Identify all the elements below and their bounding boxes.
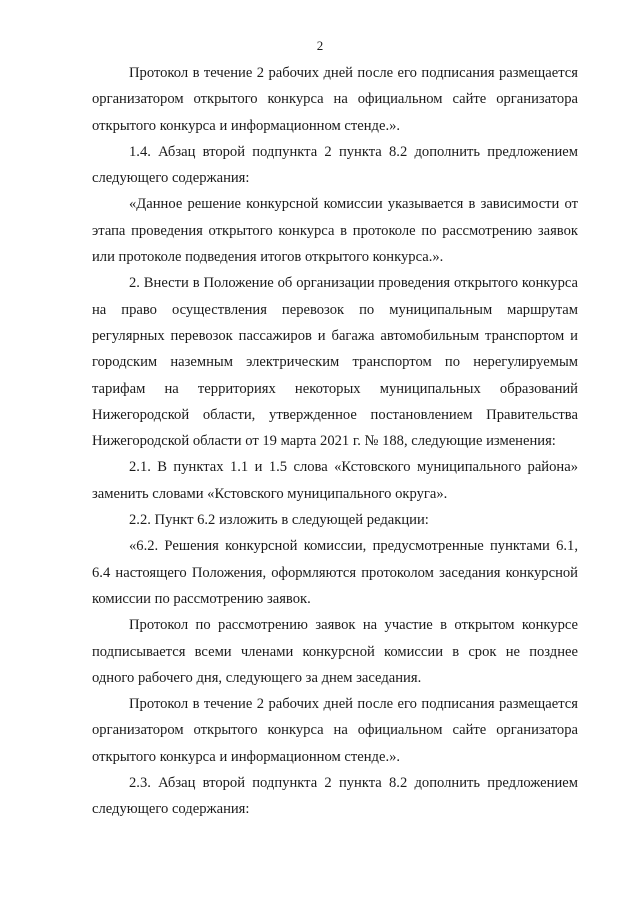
- paragraph: «6.2. Решения конкурсной комиссии, предусмотренные пунктами 6.1, 6.4 настоящего Положения, оформляются протоколом заседания конкурсной комиссии по рассмотрению заявок.: [92, 538, 578, 607]
- paragraph: 2.1. В пунктах 1.1 и 1.5 слова «Кстовского муниципального района» заменить словами «Кстовского муниципального округа».: [92, 459, 578, 502]
- page-number: 2: [316, 38, 324, 53]
- paragraph: 2. Внести в Положение об организации проведения открытого конкурса на право осуществления перевозок по муниципальным маршрутам регулярных перевозок пассажиров и багажа автомобильным транспортом и городским наземным электрическим транспортом по нерегулируемым тарифам на территориях некоторых муниципальных образований Нижегородской области, утвержденное постановлением Правительства Нижегородской области от 19 марта 2021 г. № 188, следующие изменения:: [92, 275, 578, 450]
- paragraph: 2.3. Абзац второй подпункта 2 пункта 8.2 дополнить предложением следующего содержания:: [92, 775, 578, 818]
- paragraph: 1.4. Абзац второй подпункта 2 пункта 8.2 дополнить предложением следующего содержания:: [92, 143, 578, 187]
- paragraph: Протокол по рассмотрению заявок на участие в открытом конкурсе подписывается всеми членами конкурсной комиссии в срок не позднее одного рабочего дня, следующего за днем заседания.: [92, 617, 578, 686]
- document-body: [92, 60, 578, 823]
- paragraph: Протокол в течение 2 рабочих дней после его подписания размещается организатором открытого конкурса на официальном сайте организатора открытого конкурса и информационном стенде.».: [92, 65, 578, 134]
- paragraph: «Данное решение конкурсной комиссии указывается в зависимости от этапа проведения открытого конкурса в протоколе по рассмотрению заявок или протоколе подведения итогов открытого конкурса.».: [92, 196, 578, 266]
- paragraph: 2.2. Пункт 6.2 изложить в следующей редакции:: [129, 512, 429, 529]
- paragraph: Протокол в течение 2 рабочих дней после его подписания размещается организатором открытого конкурса на официальном сайте организатора открытого конкурса и информационном стенде.».: [92, 696, 578, 765]
